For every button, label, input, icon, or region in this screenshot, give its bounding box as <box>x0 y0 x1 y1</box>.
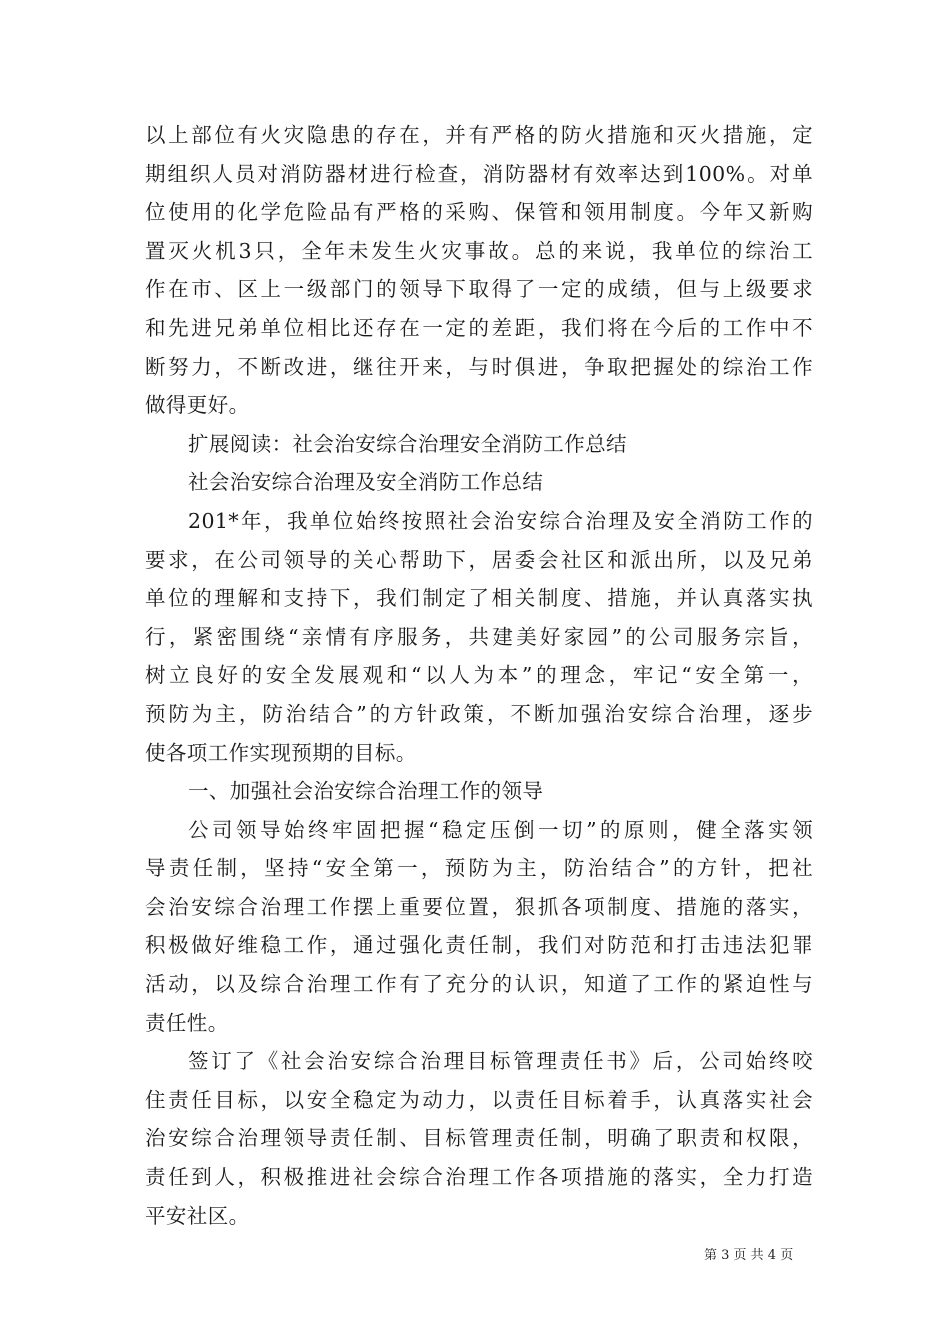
text-line: 住责任目标，以安全稳定为动力，以责任目标着手，认真落实社会 <box>145 1087 813 1112</box>
text-line: 活动，以及综合治理工作有了充分的认识，知道了工作的紧迫性与 <box>145 972 813 997</box>
text-line: 积极做好维稳工作，通过强化责任制，我们对防范和打击违法犯罪 <box>145 933 813 958</box>
text-line: 和先进兄弟单位相比还存在一定的差距，我们将在今后的工作中不 <box>145 315 813 340</box>
document-body <box>145 116 813 1235</box>
text-line: 公司领导始终牢固把握“稳定压倒一切”的原则，健全落实领 <box>188 817 813 842</box>
text-line: 预防为主，防治结合”的方针政策，不断加强治安综合治理，逐步 <box>145 701 813 726</box>
text-line: 签订了《社会治安综合治理目标管理责任书》后，公司始终咬 <box>188 1049 813 1074</box>
text-line: 树立良好的安全发展观和“以人为本”的理念，牢记“安全第一， <box>145 663 813 688</box>
page-number-footer: 第 3 页 共 4 页 <box>704 1248 794 1263</box>
text-line: 使各项工作实现预期的目标。 <box>145 740 417 765</box>
text-line: 以上部位有火灾隐患的存在，并有严格的防火措施和灭火措施，定 <box>145 123 813 147</box>
text-line: 行，紧密围绕“亲情有序服务，共建美好家园”的公司服务宗旨， <box>145 624 813 649</box>
text-line: 置灭火机3只，全年未发生火灾事故。总的来说，我单位的综治工 <box>145 238 813 263</box>
text-line: 要求，在公司领导的关心帮助下，居委会社区和派出所，以及兄弟 <box>145 547 813 572</box>
text-line: 导责任制，坚持“安全第一，预防为主，防治结合”的方针，把社 <box>145 856 813 881</box>
text-line: 会治安综合治理工作摆上重要位置，狠抓各项制度、措施的落实， <box>145 894 813 919</box>
text-line: 做得更好。 <box>145 393 250 418</box>
text-line: 期组织人员对消防器材进行检查，消防器材有效率达到100%。对单 <box>145 161 813 186</box>
text-line: 201*年，我单位始终按照社会治安综合治理及安全消防工作的 <box>188 508 813 533</box>
text-line: 作在市、区上一级部门的领导下取得了一定的成绩，但与上级要求 <box>145 277 813 302</box>
text-line: 责任到人，积极推进社会综合治理工作各项措施的落实，全力打造 <box>145 1165 813 1190</box>
text-line: 位使用的化学危险品有严格的采购、保管和领用制度。今年又新购 <box>145 200 813 225</box>
text-line: 社会治安综合治理及安全消防工作总结 <box>188 470 544 495</box>
text-line: 断努力，不断改进，继往开来，与时俱进，争取把握处的综治工作 <box>145 354 813 379</box>
text-line: 一、加强社会治安综合治理工作的领导 <box>188 779 544 804</box>
text-line: 扩展阅读：社会治安综合治理安全消防工作总结 <box>188 431 627 456</box>
text-line: 单位的理解和支持下，我们制定了相关制度、措施，并认真落实执 <box>145 586 813 611</box>
text-line: 平安社区。 <box>145 1203 250 1228</box>
text-line: 治安综合治理领导责任制、目标管理责任制，明确了职责和权限， <box>145 1126 813 1151</box>
text-line: 责任性。 <box>145 1010 229 1035</box>
